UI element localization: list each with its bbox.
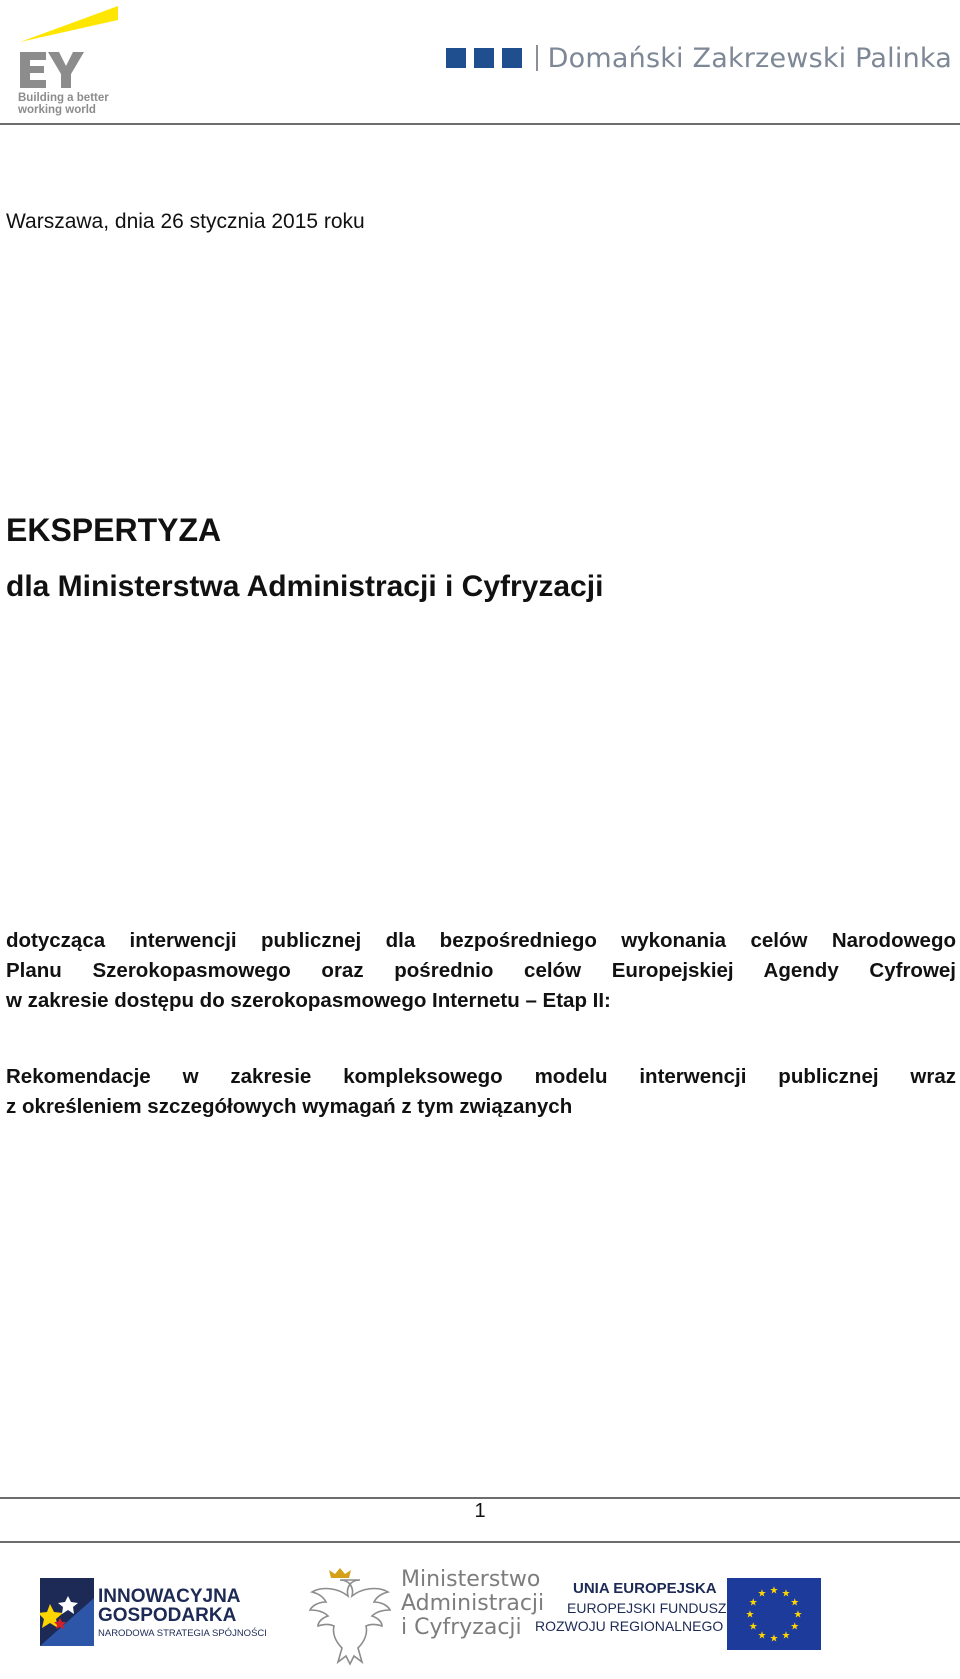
ey-tagline-line1: Building a better [18,92,109,104]
mac-line1: Ministerstwo [401,1567,541,1592]
footer-logos [0,1552,960,1674]
header-rule [0,123,960,125]
dzp-logo [446,40,952,76]
scope-paragraph [6,926,956,1016]
eu-star-icon: ★ [769,1633,779,1645]
eu-star-icon: ★ [757,1630,767,1642]
document-subtitle: dla Ministerstwa Administracji i Cyfryzacji [6,570,604,603]
eu-flag-icon [727,1578,821,1650]
eu-star-icon: ★ [790,1597,800,1609]
paragraph-line: Rekomendacje w zakresie kompleksowego modelu interwencji publicznej wraz [6,1065,956,1088]
ey-tagline-line2: working world [18,104,96,116]
innowacyjna-gospodarka-icon [40,1578,94,1646]
eu-star-icon: ★ [748,1597,758,1609]
ey-logo [18,6,128,116]
ue-line2: EUROPEJSKI FUNDUSZ [567,1600,727,1616]
paragraph-line: dotycząca interwencji publicznej dla bezpośredniego wykonania celów Narodowego [6,929,956,952]
dzp-square-icon [474,48,494,68]
mac-line3: i Cyfryzacji [401,1615,522,1640]
innowacyjna-gospodarka-logo [40,1578,267,1648]
eu-star-icon: ★ [748,1621,758,1633]
place-date: Warszawa, dnia 26 stycznia 2015 roku [6,210,365,233]
recommendation-paragraph [6,1062,956,1122]
ue-line1: UNIA EUROPEJSKA [573,1580,717,1597]
paragraph-line: w zakresie dostępu do szerokopasmowego Internetu – Etap II: [6,989,611,1012]
ey-tagline [18,92,109,116]
footer-rule-bottom [0,1541,960,1543]
eu-star-icon: ★ [757,1588,767,1600]
document-title: EKSPERTYZA [6,512,222,548]
eu-star-icon: ★ [781,1588,791,1600]
ig-line2: GOSPODARKA [98,1605,237,1626]
eu-star-icon: ★ [745,1609,755,1621]
eu-star-icon: ★ [793,1609,803,1621]
eu-star-icon: ★ [769,1585,779,1597]
paragraph-line: Planu Szerokopasmowego oraz pośrednio celów Europejskiej Agendy Cyfrowej [6,959,956,982]
eu-logo [535,1578,835,1652]
ministerstwo-logo [285,1562,545,1674]
page-header [0,0,960,124]
page-number: 1 [474,1500,486,1522]
paragraph-line: z określeniem szczegółowych wymagań z tym związanych [6,1095,573,1118]
mac-line2: Administracji [401,1591,545,1616]
ue-line3: ROZWOJU REGIONALNEGO [535,1618,724,1634]
firm-name: Domański Zakrzewski Palinka [547,42,952,74]
ig-line3: NARODOWA STRATEGIA SPÓJNOŚCI [98,1628,267,1639]
polish-eagle-icon [285,1562,395,1674]
eu-star-icon: ★ [781,1630,791,1642]
dzp-square-icon [446,48,466,68]
footer-rule-top [0,1497,960,1499]
eu-star-icon: ★ [790,1621,800,1633]
dzp-divider [536,45,538,71]
dzp-square-icon [502,48,522,68]
ig-line1: INNOWACYJNA [98,1586,241,1607]
